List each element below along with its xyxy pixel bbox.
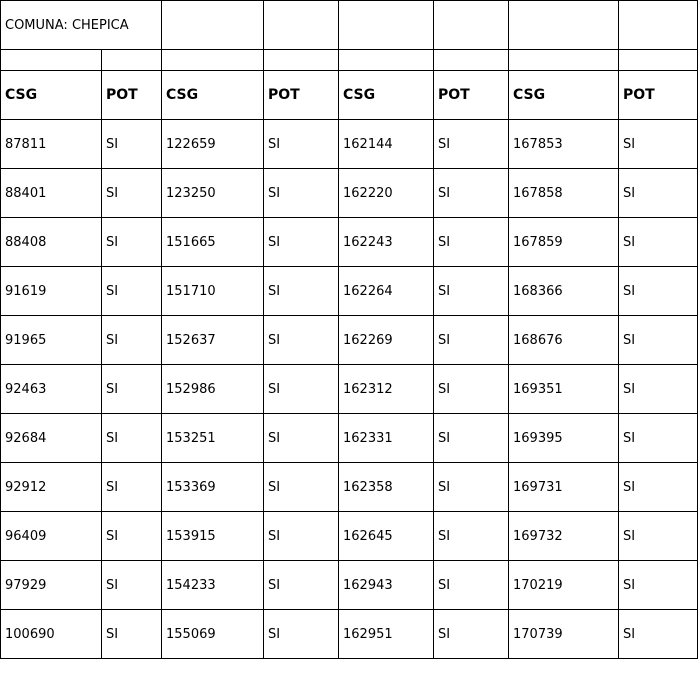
csg-cell: 167859 [509, 218, 619, 267]
csg-cell: 162269 [339, 316, 434, 365]
table-row [1, 610, 698, 659]
csg-cell: 96409 [1, 512, 102, 561]
empty-cell [434, 1, 509, 50]
column-header-csg: CSG [339, 71, 434, 120]
csg-cell: 162312 [339, 365, 434, 414]
pot-cell: SI [434, 218, 509, 267]
pot-cell: SI [102, 316, 162, 365]
empty-cell [264, 50, 339, 71]
pot-cell: SI [264, 169, 339, 218]
pot-cell: SI [264, 512, 339, 561]
csg-cell: 169732 [509, 512, 619, 561]
empty-cell [162, 1, 264, 50]
pot-cell: SI [619, 414, 698, 463]
pot-cell: SI [102, 610, 162, 659]
pot-cell: SI [619, 512, 698, 561]
pot-cell: SI [102, 218, 162, 267]
empty-cell [339, 50, 434, 71]
pot-cell: SI [102, 169, 162, 218]
csg-cell: 162358 [339, 463, 434, 512]
pot-cell: SI [619, 463, 698, 512]
csg-cell: 170739 [509, 610, 619, 659]
pot-cell: SI [434, 463, 509, 512]
pot-cell: SI [264, 463, 339, 512]
pot-cell: SI [264, 218, 339, 267]
pot-cell: SI [102, 120, 162, 169]
pot-cell: SI [264, 316, 339, 365]
empty-cell [1, 50, 102, 71]
pot-cell: SI [619, 561, 698, 610]
pot-cell: SI [434, 512, 509, 561]
table-row [1, 463, 698, 512]
csg-cell: 162243 [339, 218, 434, 267]
pot-cell: SI [264, 365, 339, 414]
pot-cell: SI [102, 463, 162, 512]
pot-cell: SI [102, 512, 162, 561]
csg-cell: 88408 [1, 218, 102, 267]
column-header-csg: CSG [1, 71, 102, 120]
csg-cell: 168366 [509, 267, 619, 316]
csg-cell: 87811 [1, 120, 102, 169]
pot-cell: SI [619, 120, 698, 169]
title-row [1, 1, 698, 50]
table-row [1, 561, 698, 610]
pot-cell: SI [434, 169, 509, 218]
column-header-pot: POT [102, 71, 162, 120]
empty-cell [509, 50, 619, 71]
empty-cell [619, 1, 698, 50]
pot-cell: SI [102, 561, 162, 610]
pot-cell: SI [434, 414, 509, 463]
empty-cell [264, 1, 339, 50]
empty-cell [339, 1, 434, 50]
csg-cell: 153369 [162, 463, 264, 512]
pot-cell: SI [102, 267, 162, 316]
csg-cell: 122659 [162, 120, 264, 169]
csg-cell: 162264 [339, 267, 434, 316]
pot-cell: SI [264, 561, 339, 610]
spacer-row [1, 50, 698, 71]
csg-cell: 168676 [509, 316, 619, 365]
pot-cell: SI [619, 267, 698, 316]
empty-cell [619, 50, 698, 71]
pot-cell: SI [619, 610, 698, 659]
pot-cell: SI [264, 414, 339, 463]
csg-cell: 123250 [162, 169, 264, 218]
column-header-csg: CSG [162, 71, 264, 120]
table-row [1, 414, 698, 463]
csg-cell: 97929 [1, 561, 102, 610]
table-row [1, 218, 698, 267]
pot-cell: SI [264, 120, 339, 169]
empty-cell [509, 1, 619, 50]
table-row [1, 512, 698, 561]
csg-cell: 151665 [162, 218, 264, 267]
pot-cell: SI [264, 610, 339, 659]
column-header-pot: POT [619, 71, 698, 120]
pot-cell: SI [264, 267, 339, 316]
csg-cell: 154233 [162, 561, 264, 610]
pot-cell: SI [102, 365, 162, 414]
pot-cell: SI [102, 414, 162, 463]
csg-cell: 100690 [1, 610, 102, 659]
pot-cell: SI [434, 365, 509, 414]
csg-cell: 167858 [509, 169, 619, 218]
pot-cell: SI [434, 267, 509, 316]
csg-cell: 91965 [1, 316, 102, 365]
pot-cell: SI [619, 316, 698, 365]
csg-cell: 152986 [162, 365, 264, 414]
pot-cell: SI [434, 561, 509, 610]
csg-cell: 169395 [509, 414, 619, 463]
csg-cell: 152637 [162, 316, 264, 365]
csg-cell: 88401 [1, 169, 102, 218]
csg-cell: 92463 [1, 365, 102, 414]
csg-cell: 162645 [339, 512, 434, 561]
commune-title: COMUNA: CHEPICA [1, 1, 162, 50]
csg-cell: 169351 [509, 365, 619, 414]
empty-cell [434, 50, 509, 71]
pot-cell: SI [619, 365, 698, 414]
column-header-pot: POT [434, 71, 509, 120]
csg-cell: 153251 [162, 414, 264, 463]
empty-cell [102, 50, 162, 71]
table-row [1, 365, 698, 414]
csg-cell: 92912 [1, 463, 102, 512]
pot-cell: SI [619, 169, 698, 218]
csg-cell: 162144 [339, 120, 434, 169]
column-header-csg: CSG [509, 71, 619, 120]
pot-cell: SI [434, 120, 509, 169]
csg-cell: 167853 [509, 120, 619, 169]
csg-cell: 162943 [339, 561, 434, 610]
csg-cell: 162220 [339, 169, 434, 218]
csg-cell: 162331 [339, 414, 434, 463]
csg-cell: 162951 [339, 610, 434, 659]
header-row [1, 71, 698, 120]
table-row [1, 316, 698, 365]
column-header-pot: POT [264, 71, 339, 120]
empty-cell [162, 50, 264, 71]
table-row [1, 267, 698, 316]
csg-cell: 92684 [1, 414, 102, 463]
csg-cell: 151710 [162, 267, 264, 316]
pot-cell: SI [434, 316, 509, 365]
csg-cell: 91619 [1, 267, 102, 316]
csg-cell: 170219 [509, 561, 619, 610]
table-row [1, 169, 698, 218]
table-row [1, 120, 698, 169]
csg-cell: 155069 [162, 610, 264, 659]
csg-cell: 153915 [162, 512, 264, 561]
pot-cell: SI [434, 610, 509, 659]
csg-cell: 169731 [509, 463, 619, 512]
pot-cell: SI [619, 218, 698, 267]
